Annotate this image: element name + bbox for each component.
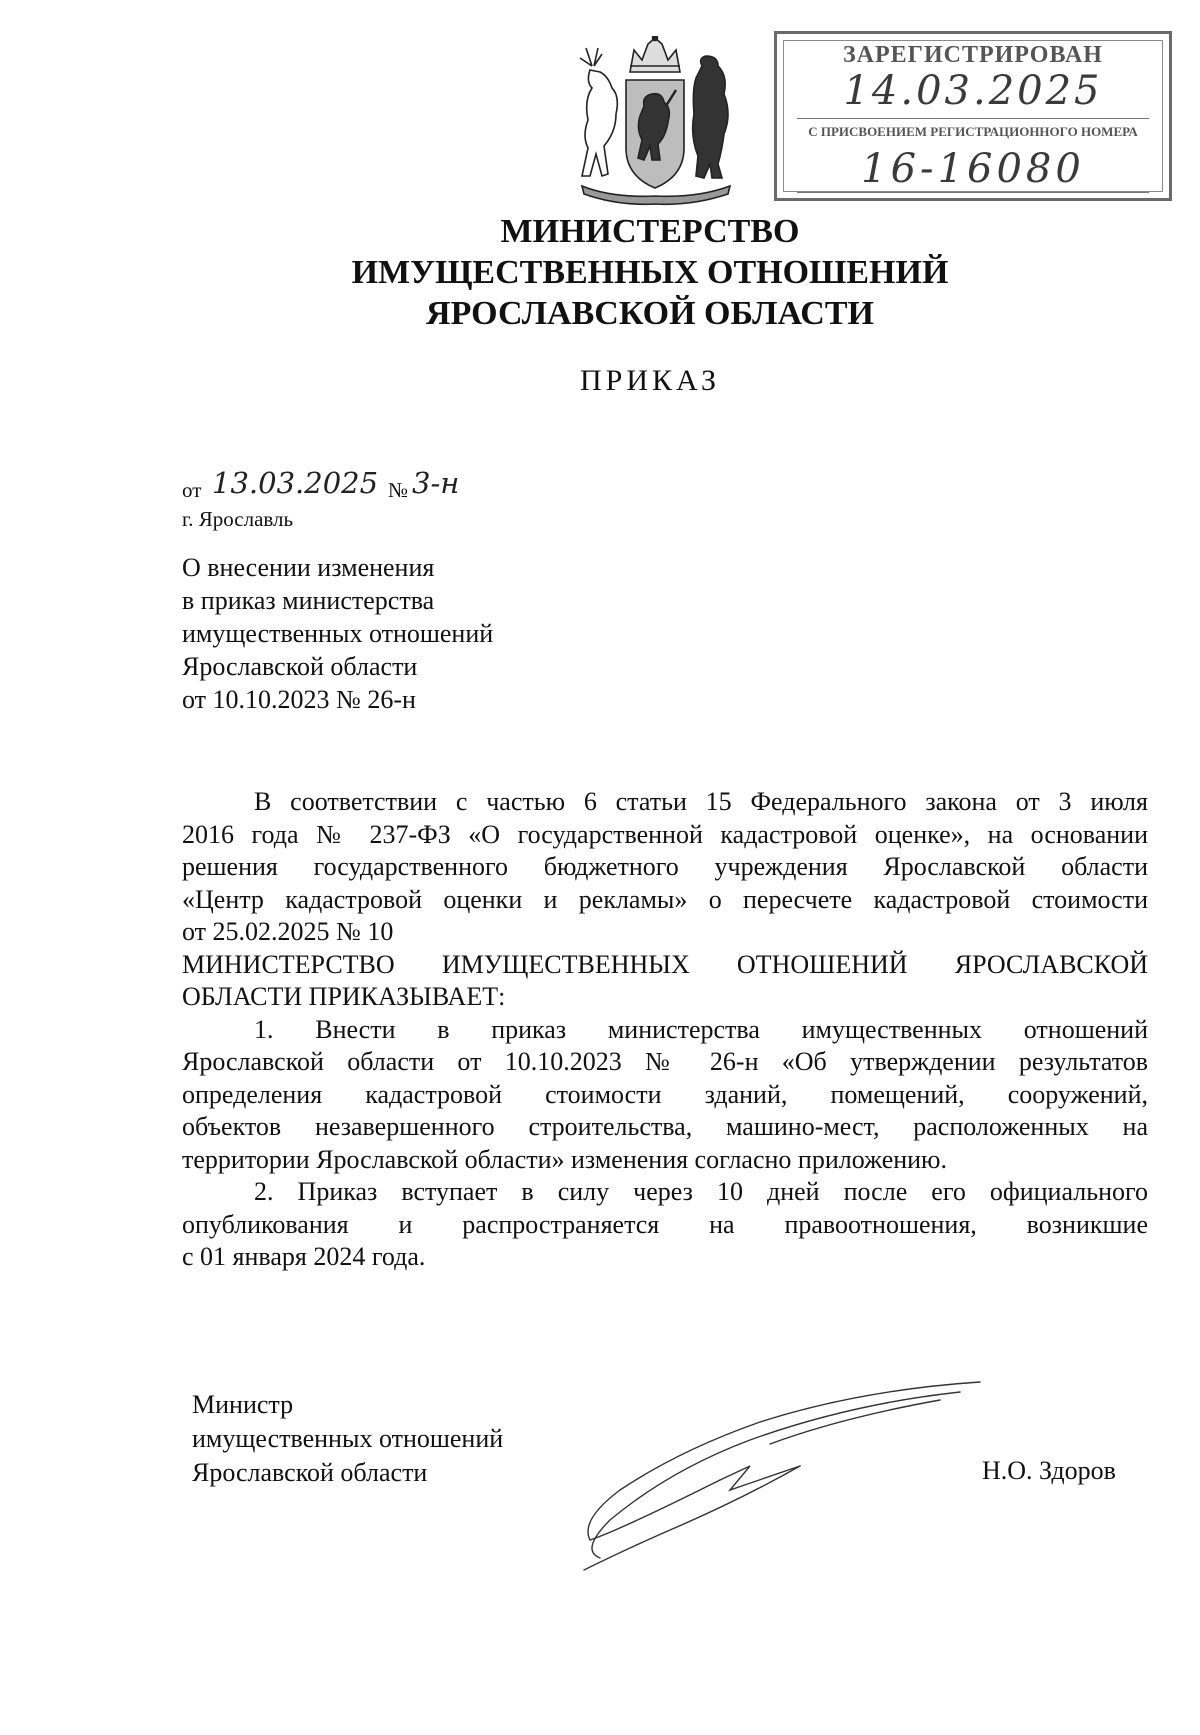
subject-line: от 10.10.2023 № 26-н: [182, 685, 416, 714]
city-line: г. Ярославль: [182, 507, 294, 531]
handwritten-signature: [560, 1370, 1000, 1580]
item1-line: территории Ярославской области» изменения согласно приложению.: [182, 1144, 947, 1174]
decree-line: ОБЛАСТИ ПРИКАЗЫВАЕТ:: [182, 982, 506, 1011]
stamp-subtitle: С ПРИСВОЕНИЕМ РЕГИСТРАЦИОННОГО НОМЕРА: [808, 124, 1138, 139]
order-body: [182, 786, 1148, 1274]
handwritten-order-date: 13.03.2025: [212, 466, 379, 500]
date-prefix-label: от: [182, 478, 202, 502]
signatory-position-line: имущественных отношений: [192, 1424, 504, 1453]
signatory-position: [192, 1388, 503, 1490]
coat-of-arms-emblem: [572, 36, 738, 208]
handwritten-order-number: 3-н: [412, 466, 460, 500]
item2-line: с 01 января 2024 года.: [182, 1242, 426, 1271]
ministry-title-line: МИНИСТЕРСТВО: [500, 213, 800, 250]
stamp-divider: [797, 192, 1149, 193]
ministry-title-line: ЯРОСЛАВСКОЙ ОБЛАСТИ: [426, 295, 874, 332]
item1-line: 1. Внести в приказ министерства имущественных отношений: [254, 1014, 1148, 1044]
item1-line: определения кадастровой стоимости зданий, помещений, сооружений,: [182, 1079, 1148, 1109]
document-type-title: ПРИКАЗ: [580, 364, 720, 397]
stamp-handwritten-number: 16-16080: [861, 146, 1085, 192]
subject-line: имущественных отношений: [182, 619, 494, 648]
preamble-line: 2016 года № 237-ФЗ «О государственной кадастровой оценке», на основании: [182, 819, 1148, 849]
item1-line: объектов незавершенного строительства, машино-мест, расположенных на: [182, 1112, 1148, 1141]
stamp-handwritten-date: 14.03.2025: [843, 68, 1103, 114]
signatory-position-line: Ярославской области: [192, 1458, 428, 1487]
preamble-line: от 25.02.2025 № 10: [182, 917, 394, 946]
subject-line: О внесении изменения: [182, 553, 435, 582]
preamble-line: В соответствии с частью 6 статьи 15 Федерального закона от 3 июля: [254, 787, 1148, 816]
order-subject: [182, 551, 493, 716]
item2-line: опубликования и распространяется на правоотношения, возникшие: [182, 1209, 1148, 1239]
signatory-name: Н.О. Здоров: [982, 1456, 1116, 1485]
stamp-title: ЗАРЕГИСТРИРОВАН: [843, 42, 1103, 68]
registration-stamp: [774, 31, 1172, 201]
item1-line: Ярославской области от 10.10.2023 № 26-н «Об утверждении результатов: [182, 1047, 1148, 1076]
signatory-position-line: Министр: [192, 1390, 294, 1419]
number-prefix-label: №: [388, 478, 409, 502]
item2-line: 2. Приказ вступает в силу через 10 дней после его официального: [254, 1177, 1148, 1206]
ministry-title-line: ИМУЩЕСТВЕННЫХ ОТНОШЕНИЙ: [351, 254, 949, 291]
subject-line: в приказ министерства: [182, 586, 435, 615]
stamp-divider: [797, 118, 1149, 119]
decree-line: МИНИСТЕРСТВО ИМУЩЕСТВЕННЫХ ОТНОШЕНИЙ ЯРОСЛАВСКОЙ: [182, 949, 1148, 979]
preamble-line: решения государственного бюджетного учреждения Ярославской области: [182, 852, 1148, 881]
subject-line: Ярославской области: [182, 652, 418, 681]
preamble-line: «Центр кадастровой оценки и рекламы» о пересчете кадастровой стоимости: [182, 884, 1148, 914]
